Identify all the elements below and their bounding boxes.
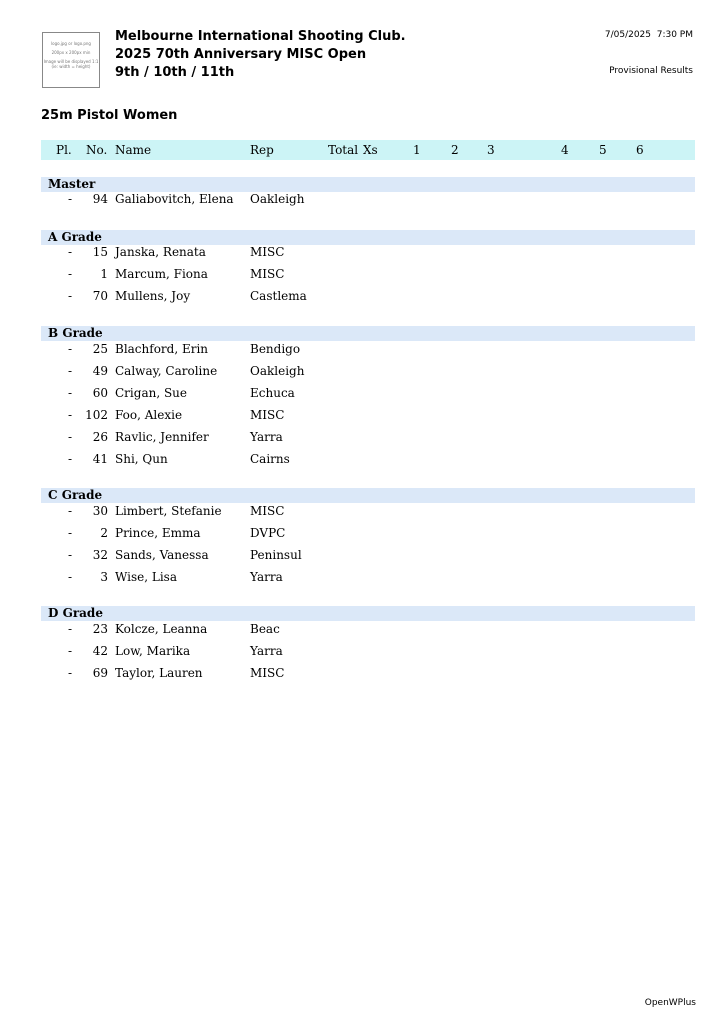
competitor-name: Limbert, Stefanie <box>115 504 222 518</box>
competitor-rep: MISC <box>250 666 285 680</box>
table-row <box>41 644 695 664</box>
competitor-name: Low, Marika <box>115 644 191 658</box>
place: - <box>68 192 73 206</box>
competitor-rep: Oakleigh <box>250 192 305 206</box>
col-number: No. <box>86 143 108 157</box>
logo-placeholder <box>42 32 100 88</box>
grade-name: Master <box>48 177 96 191</box>
col-series-3: 3 <box>487 143 495 157</box>
place: - <box>68 504 73 518</box>
competitor-name: Galiabovitch, Elena <box>115 192 234 206</box>
table-row <box>41 386 695 406</box>
table-row <box>41 408 695 428</box>
competitor-number: 32 <box>92 548 108 562</box>
table-row <box>41 267 695 287</box>
table-row <box>41 245 695 265</box>
competitor-rep: Bendigo <box>250 342 301 356</box>
place: - <box>68 342 73 356</box>
competitor-name: Shi, Qun <box>115 452 168 466</box>
results-column-header <box>41 140 695 160</box>
event-title: 25m Pistol Women <box>41 108 178 123</box>
competition-name: 2025 70th Anniversary MISC Open <box>115 47 367 62</box>
place: - <box>68 408 73 422</box>
competitor-number: 1 <box>100 267 108 281</box>
place: - <box>68 526 73 540</box>
place: - <box>68 245 73 259</box>
competitor-number: 69 <box>92 666 108 680</box>
place: - <box>68 622 73 636</box>
competitor-rep: MISC <box>250 267 285 281</box>
competitor-number: 60 <box>92 386 108 400</box>
competitor-name: Taylor, Lauren <box>115 666 203 680</box>
competitor-rep: Castlema <box>250 289 307 303</box>
grade-name: D Grade <box>48 606 103 620</box>
competitor-rep: Peninsul <box>250 548 302 562</box>
col-series-2: 2 <box>451 143 459 157</box>
competitor-rep: Echuca <box>250 386 295 400</box>
competitor-name: Kolcze, Leanna <box>115 622 208 636</box>
competitor-name: Mullens, Joy <box>115 289 191 303</box>
place: - <box>68 452 73 466</box>
table-row <box>41 289 695 309</box>
competitor-number: 102 <box>85 408 108 422</box>
results-status: Provisional Results <box>609 66 693 76</box>
print-datetime: 7/05/2025 7:30 PM <box>604 30 693 40</box>
table-row <box>41 526 695 546</box>
competitor-name: Marcum, Fiona <box>115 267 208 281</box>
table-row <box>41 622 695 642</box>
competitor-number: 30 <box>92 504 108 518</box>
table-row <box>41 666 695 686</box>
footer-brand: OpenWPlus <box>644 998 696 1008</box>
competitor-number: 2 <box>100 526 108 540</box>
place: - <box>68 570 73 584</box>
col-series-4: 4 <box>561 143 569 157</box>
col-series-5: 5 <box>599 143 607 157</box>
competitor-name: Blachford, Erin <box>115 342 209 356</box>
grade-header-c <box>41 488 695 503</box>
grade-header-b <box>41 326 695 341</box>
table-row <box>41 342 695 362</box>
competitor-name: Prince, Emma <box>115 526 201 540</box>
competitor-rep: DVPC <box>250 526 286 540</box>
place: - <box>68 364 73 378</box>
table-row <box>41 548 695 568</box>
competitor-number: 70 <box>92 289 108 303</box>
competitor-name: Ravlic, Jennifer <box>115 430 209 444</box>
competitor-rep: Yarra <box>250 644 283 658</box>
competition-dates: 9th / 10th / 11th <box>115 65 235 80</box>
col-rep: Rep <box>250 143 274 157</box>
competitor-number: 23 <box>92 622 108 636</box>
competitor-number: 26 <box>92 430 108 444</box>
grade-header-a <box>41 230 695 245</box>
club-heading <box>115 28 406 82</box>
table-row <box>41 192 695 212</box>
place: - <box>68 548 73 562</box>
place: - <box>68 644 73 658</box>
competitor-rep: Yarra <box>250 430 283 444</box>
table-row <box>41 364 695 384</box>
table-row <box>41 504 695 524</box>
table-row <box>41 430 695 450</box>
table-row <box>41 452 695 472</box>
place: - <box>68 386 73 400</box>
competitor-rep: Beac <box>250 622 280 636</box>
place: - <box>68 289 73 303</box>
competitor-rep: Cairns <box>250 452 290 466</box>
col-total: Total <box>328 143 359 157</box>
col-name: Name <box>115 143 152 157</box>
competitor-name: Janska, Renata <box>115 245 206 259</box>
competitor-number: 3 <box>100 570 108 584</box>
competitor-name: Wise, Lisa <box>115 570 177 584</box>
grade-name: A Grade <box>48 230 102 244</box>
competitor-number: 15 <box>92 245 108 259</box>
grade-header-master <box>41 177 695 192</box>
col-series-6: 6 <box>636 143 644 157</box>
competitor-number: 41 <box>92 452 108 466</box>
competitor-name: Crigan, Sue <box>115 386 187 400</box>
grade-header-d <box>41 606 695 621</box>
competitor-rep: MISC <box>250 408 285 422</box>
logo-text-line: logo.jpg or logo.png <box>51 41 91 46</box>
club-name: Melbourne International Shooting Club. <box>115 29 406 44</box>
logo-text-line: 200px x 200px min <box>51 50 91 55</box>
competitor-number: 49 <box>92 364 108 378</box>
competitor-name: Calway, Caroline <box>115 364 218 378</box>
logo-text-line: Image will be displayed 1:1 (ie: width = height) <box>43 59 99 69</box>
col-xs: Xs <box>363 143 378 157</box>
place: - <box>68 430 73 444</box>
grade-name: B Grade <box>48 326 103 340</box>
col-place: Pl. <box>56 143 72 157</box>
competitor-number: 94 <box>92 192 108 206</box>
competitor-name: Sands, Vanessa <box>115 548 209 562</box>
table-row <box>41 570 695 590</box>
col-series-1: 1 <box>413 143 421 157</box>
place: - <box>68 267 73 281</box>
competitor-rep: Oakleigh <box>250 364 305 378</box>
competitor-number: 25 <box>92 342 108 356</box>
grade-name: C Grade <box>48 488 103 502</box>
place: - <box>68 666 73 680</box>
competitor-rep: MISC <box>250 504 285 518</box>
competitor-rep: MISC <box>250 245 285 259</box>
competitor-rep: Yarra <box>250 570 283 584</box>
competitor-name: Foo, Alexie <box>115 408 183 422</box>
competitor-number: 42 <box>92 644 108 658</box>
